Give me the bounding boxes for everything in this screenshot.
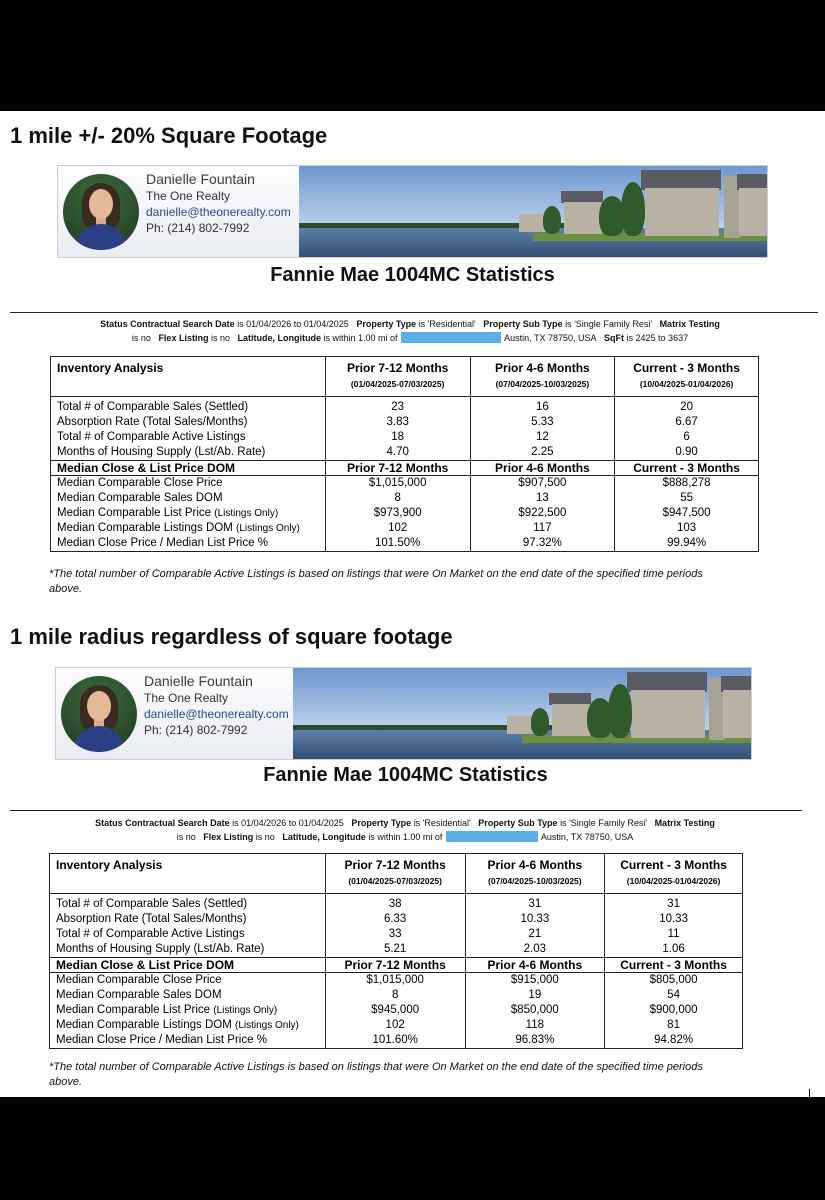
house-photo — [293, 668, 751, 760]
table-row: Median Comparable Sales DOM 8 13 55 — [51, 491, 759, 506]
agent-avatar — [63, 174, 139, 250]
table-row: Months of Housing Supply (Lst/Ab. Rate) 5.21 2.03 1.06 — [50, 942, 743, 958]
table-row: Months of Housing Supply (Lst/Ab. Rate) 4.70 2.25 0.90 — [51, 445, 759, 461]
agent-name: Danielle Fountain — [144, 673, 253, 689]
agent-email[interactable]: danielle@theonerealty.com — [146, 205, 291, 219]
table-row: Median Comparable List Price (Listings Only) $945,000 $850,000 $900,000 — [50, 1003, 743, 1018]
agent-contact — [146, 172, 291, 238]
table-row: Median Comparable Listings DOM (Listings Only) 102 117 103 — [51, 521, 759, 536]
column-header: Current - 3 Months (10/04/2025-01/04/2026) — [615, 357, 759, 397]
agent-email[interactable]: danielle@theonerealty.com — [144, 707, 289, 721]
column-header: Current - 3 Months (10/04/2025-01/04/2026) — [605, 854, 743, 894]
table-row: Total # of Comparable Active Listings 33 21 11 — [50, 927, 743, 942]
footnote: *The total number of Comparable Active Listings is based on listings that were On Market on the end date of the specified time periods above. — [49, 1061, 703, 1088]
inventory-header: Inventory Analysis — [51, 357, 326, 397]
median-header: Median Close & List Price DOM — [51, 461, 326, 476]
redacted-address — [446, 831, 538, 842]
column-header: Prior 4-6 Months (07/04/2025-10/03/2025) — [470, 357, 615, 397]
table-row: Total # of Comparable Sales (Settled) 38 31 31 — [50, 894, 743, 913]
table-row: Absorption Rate (Total Sales/Months) 6.33 10.33 10.33 — [50, 912, 743, 927]
median-header-row: Median Close & List Price DOM Prior 7-12 Months Prior 4-6 Months Current - 3 Months — [50, 958, 743, 973]
agent-contact — [144, 674, 289, 740]
stats-title: Fannie Mae 1004MC Statistics — [263, 764, 548, 786]
footnote: *The total number of Comparable Active Listings is based on listings that were On Market on the end date of the specified time periods above. — [49, 568, 703, 595]
divider — [10, 810, 802, 811]
table-header-row — [51, 357, 759, 397]
agent-phone: Ph: (214) 802-7992 — [146, 221, 250, 235]
table-row: Median Close Price / Median List Price % 101.60% 96.83% 94.82% — [50, 1033, 743, 1049]
table-row: Median Comparable Sales DOM 8 19 54 — [50, 988, 743, 1003]
agent-banner — [57, 165, 768, 258]
section-heading: 1 mile +/- 20% Square Footage — [10, 123, 328, 148]
table-row: Median Comparable Listings DOM (Listings Only) 102 118 81 — [50, 1018, 743, 1033]
median-header: Median Close & List Price DOM — [50, 958, 326, 973]
bottom-black-bar — [0, 1097, 825, 1200]
top-black-bar — [0, 0, 825, 111]
column-header: Prior 4-6 Months (07/04/2025-10/03/2025) — [465, 854, 605, 894]
agent-company: The One Realty — [144, 691, 229, 705]
agent-avatar — [61, 676, 137, 752]
table-row: Median Comparable List Price (Listings Only) $973,900 $922,500 $947,500 — [51, 506, 759, 521]
search-criteria: Status Contractual Search Date is 01/04/2026 to 01/04/2025 Property Type is 'Residential' Property Sub Type is 'Single Family Resi' Matrix Testing is no Flex Listing is no Latitude, Longitude is within 1.00 mi of Austin, TX 78750, USA — [95, 818, 715, 842]
redacted-address — [401, 332, 501, 343]
house-photo — [299, 166, 767, 258]
column-header: Prior 7-12 Months (01/04/2025-07/03/2025) — [325, 357, 470, 397]
stats-table — [50, 356, 759, 552]
table-row: Median Close Price / Median List Price % 101.50% 97.32% 99.94% — [51, 536, 759, 552]
section-heading: 1 mile radius regardless of square footage — [10, 624, 453, 649]
page-edge-mark — [809, 1089, 810, 1097]
column-header: Prior 7-12 Months (01/04/2025-07/03/2025) — [325, 854, 465, 894]
table-header-row — [50, 854, 743, 894]
stats-title: Fannie Mae 1004MC Statistics — [270, 264, 555, 286]
inventory-header: Inventory Analysis — [50, 854, 326, 894]
agent-company: The One Realty — [146, 189, 231, 203]
agent-phone: Ph: (214) 802-7992 — [144, 723, 248, 737]
divider — [10, 312, 818, 313]
table-row: Total # of Comparable Sales (Settled) 23 16 20 — [51, 397, 759, 416]
search-criteria: Status Contractual Search Date is 01/04/2026 to 01/04/2025 Property Type is 'Residential' Property Sub Type is 'Single Family Resi' Matrix Testing is no Flex Listing is no Latitude, Longitude is within 1.00 mi of Austin, TX 78750, USA SqFt is 2425 to 3637 — [100, 319, 720, 343]
stats-table — [49, 853, 743, 1049]
agent-name: Danielle Fountain — [146, 171, 255, 187]
document-page — [0, 111, 825, 1097]
table-row: Total # of Comparable Active Listings 18 12 6 — [51, 430, 759, 445]
agent-banner — [55, 667, 752, 760]
table-row: Median Comparable Close Price $1,015,000 $915,000 $805,000 — [50, 973, 743, 989]
table-row: Median Comparable Close Price $1,015,000 $907,500 $888,278 — [51, 476, 759, 492]
median-header-row: Median Close & List Price DOM Prior 7-12 Months Prior 4-6 Months Current - 3 Months — [51, 461, 759, 476]
table-row: Absorption Rate (Total Sales/Months) 3.83 5.33 6.67 — [51, 415, 759, 430]
